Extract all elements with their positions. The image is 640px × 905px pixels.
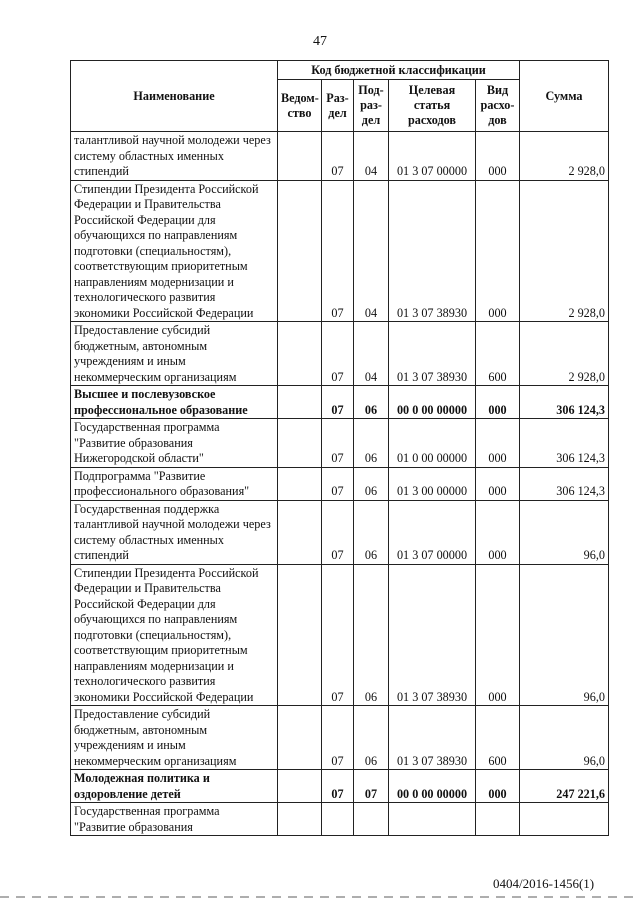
cell-podr: 04: [354, 180, 389, 322]
cell-razd: 07: [322, 770, 354, 803]
cell-podr: 04: [354, 132, 389, 181]
cell-name: Высшее и послевузовское профессиональное образование: [71, 386, 278, 419]
cell-vid: 600: [476, 322, 520, 386]
cell-ved: [278, 564, 322, 706]
cell-podr: 06: [354, 500, 389, 564]
budget-table: [70, 60, 609, 836]
cell-sum: 2 928,0: [520, 180, 609, 322]
cell-cel: [389, 803, 476, 836]
cell-name: Стипендии Президента Российской Федерации и Правительства Российской Федерации для обучающихся по направлениям подготовки (специальностям), соответствующим приоритетным направлениям модернизации и технологического развития экономики Российской Федерации: [71, 564, 278, 706]
cell-sum: 247 221,6: [520, 770, 609, 803]
cell-cel: 01 3 07 00000: [389, 500, 476, 564]
cell-name: Стипендии Президента Российской Федерации и Правительства Российской Федерации для обучающихся по направлениям подготовки (специальностям), соответствующим приоритетным направлениям модернизации и технологического развития экономики Российской Федерации: [71, 180, 278, 322]
cell-sum: 306 124,3: [520, 467, 609, 500]
cell-podr: 04: [354, 322, 389, 386]
cell-cel: 00 0 00 00000: [389, 770, 476, 803]
cell-cel: 01 3 00 00000: [389, 467, 476, 500]
cell-name: талантливой научной молодежи через систему областных именных стипендий: [71, 132, 278, 181]
cell-sum: 306 124,3: [520, 386, 609, 419]
table-row: [71, 322, 609, 386]
cell-vid: 000: [476, 180, 520, 322]
header-vid: Вид расхо-дов: [476, 80, 520, 132]
cell-podr: 06: [354, 419, 389, 468]
cell-ved: [278, 467, 322, 500]
table-row: [71, 467, 609, 500]
cell-name: Подпрограмма "Развитие профессионального образования": [71, 467, 278, 500]
header-classification-group: Код бюджетной классификации: [278, 61, 520, 80]
cell-razd: 07: [322, 500, 354, 564]
cell-podr: 07: [354, 770, 389, 803]
table-row: [71, 564, 609, 706]
cell-razd: 07: [322, 180, 354, 322]
cell-podr: 06: [354, 564, 389, 706]
cell-podr: 06: [354, 386, 389, 419]
page-number: 47: [313, 34, 327, 49]
cell-vid: 000: [476, 467, 520, 500]
cell-ved: [278, 386, 322, 419]
cell-vid: 600: [476, 706, 520, 770]
cell-ved: [278, 706, 322, 770]
header-podrazdel: Под-раз-дел: [354, 80, 389, 132]
cell-name: Государственная программа "Развитие образования: [71, 803, 278, 836]
cell-sum: 96,0: [520, 500, 609, 564]
table-row: [71, 386, 609, 419]
document-code: 0404/2016-1456(1): [493, 876, 595, 891]
cell-razd: 07: [322, 386, 354, 419]
cell-sum: 306 124,3: [520, 419, 609, 468]
cell-cel: 01 3 07 00000: [389, 132, 476, 181]
cell-vid: 000: [476, 132, 520, 181]
table-row: [71, 132, 609, 181]
cell-razd: 07: [322, 419, 354, 468]
table-body: [71, 132, 609, 836]
table-row: [71, 419, 609, 468]
cell-ved: [278, 132, 322, 181]
cell-ved: [278, 322, 322, 386]
table-row: [71, 803, 609, 836]
cell-podr: 06: [354, 706, 389, 770]
cell-name: Предоставление субсидий бюджетным, автономным учреждениям и иным некоммерческим организациям: [71, 706, 278, 770]
cell-vid: 000: [476, 419, 520, 468]
cell-razd: 07: [322, 322, 354, 386]
header-vedomstvo: Ведом-ство: [278, 80, 322, 132]
cell-cel: 01 3 07 38930: [389, 322, 476, 386]
cell-podr: [354, 803, 389, 836]
cell-ved: [278, 180, 322, 322]
cell-vid: 000: [476, 500, 520, 564]
table-row: [71, 770, 609, 803]
cell-name: Государственная программа "Развитие образования Нижегородской области": [71, 419, 278, 468]
cell-ved: [278, 770, 322, 803]
cell-vid: 000: [476, 386, 520, 419]
cell-cel: 01 0 00 00000: [389, 419, 476, 468]
cell-razd: 07: [322, 706, 354, 770]
cell-cel: 01 3 07 38930: [389, 180, 476, 322]
cell-name: Молодежная политика и оздоровление детей: [71, 770, 278, 803]
table-row: [71, 706, 609, 770]
cell-vid: 000: [476, 770, 520, 803]
cell-cel: 01 3 07 38930: [389, 706, 476, 770]
table-row: [71, 180, 609, 322]
cell-ved: [278, 803, 322, 836]
cell-ved: [278, 500, 322, 564]
cell-sum: [520, 803, 609, 836]
cell-razd: 07: [322, 467, 354, 500]
cell-razd: 07: [322, 564, 354, 706]
cell-sum: 2 928,0: [520, 322, 609, 386]
cell-sum: 96,0: [520, 564, 609, 706]
cell-vid: 000: [476, 564, 520, 706]
cell-podr: 06: [354, 467, 389, 500]
cell-cel: 01 3 07 38930: [389, 564, 476, 706]
cell-sum: 96,0: [520, 706, 609, 770]
cell-vid: [476, 803, 520, 836]
cell-razd: [322, 803, 354, 836]
header-razdel: Раз-дел: [322, 80, 354, 132]
table-row: [71, 500, 609, 564]
header-sum: Сумма: [520, 61, 609, 132]
cell-cel: 00 0 00 00000: [389, 386, 476, 419]
cell-name: Государственная поддержка талантливой научной молодежи через систему областных именных стипендий: [71, 500, 278, 564]
page-edge-marks: [0, 896, 640, 898]
cell-sum: 2 928,0: [520, 132, 609, 181]
header-target: Целевая статья расходов: [389, 80, 476, 132]
header-name: Наименование: [71, 61, 278, 132]
cell-razd: 07: [322, 132, 354, 181]
cell-ved: [278, 419, 322, 468]
cell-name: Предоставление субсидий бюджетным, автономным учреждениям и иным некоммерческим организациям: [71, 322, 278, 386]
